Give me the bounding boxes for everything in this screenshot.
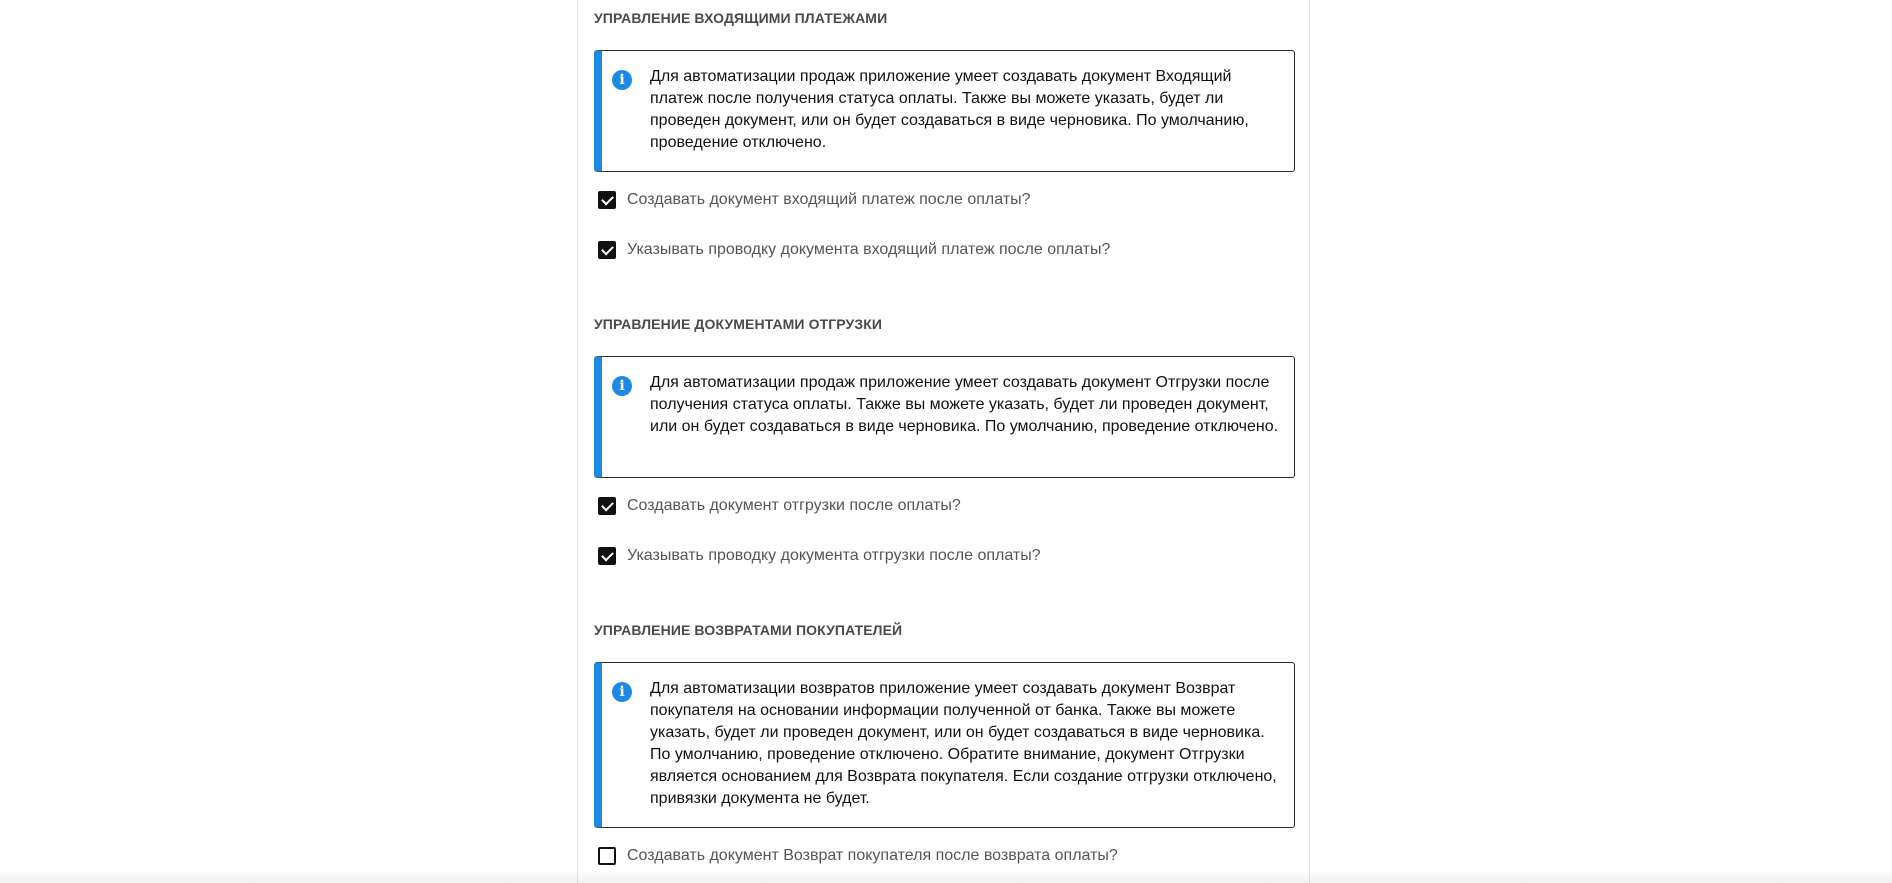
info-circle-icon: i <box>612 376 632 396</box>
checkbox[interactable] <box>598 191 616 209</box>
checkbox-label[interactable]: Указывать проводку документа отгрузки после оплаты? <box>627 547 1041 564</box>
info-circle-icon: i <box>612 70 632 90</box>
info-text: Для автоматизации продаж приложение умеет создавать документ Входящий платеж после получения статуса оплаты. Также вы можете указать, будет ли проведен документ, или он будет создаваться в виде черновика. По умолчанию, проведение отключено. <box>650 68 1249 151</box>
settings-panel <box>577 0 1310 883</box>
checkbox-row-post-incoming-payment[interactable] <box>598 241 1110 259</box>
section-title-customer-returns: УПРАВЛЕНИЕ ВОЗВРАТАМИ ПОКУПАТЕЛЕЙ <box>594 622 903 638</box>
checkbox-row-create-incoming-payment[interactable] <box>598 191 1031 209</box>
info-text: Для автоматизации возвратов приложение умеет создавать документ Возврат покупателя на основании информации полученной от банка. Также вы можете указать, будет ли проведен документ, или он будет создаваться в виде черновика. По умолчанию, проведение отключено. Обратите внимание, документ Отгрузки является основанием для Возврата покупателя. Если создание отгрузки отключено, привязки документа не будет. <box>650 680 1277 807</box>
checkbox[interactable] <box>598 497 616 515</box>
info-box-shipments <box>594 356 1295 478</box>
checkbox-row-post-shipment[interactable] <box>598 547 1041 565</box>
checkbox-label[interactable]: Указывать проводку документа входящий платеж после оплаты? <box>627 241 1111 258</box>
checkbox-label[interactable]: Создавать документ отгрузки после оплаты? <box>627 497 961 514</box>
info-box-incoming-payments <box>594 50 1295 172</box>
checkbox[interactable] <box>598 847 616 865</box>
section-title-shipments: УПРАВЛЕНИЕ ДОКУМЕНТАМИ ОТГРУЗКИ <box>594 316 883 332</box>
checkbox[interactable] <box>598 547 616 565</box>
checkbox-row-create-shipment[interactable] <box>598 497 961 515</box>
checkbox-row-create-customer-return[interactable] <box>598 847 1118 865</box>
section-title-incoming-payments: УПРАВЛЕНИЕ ВХОДЯЩИМИ ПЛАТЕЖАМИ <box>594 10 888 26</box>
info-text: Для автоматизации продаж приложение умеет создавать документ Отгрузки после получения статуса оплаты. Также вы можете указать, будет ли проведен документ, или он будет создаваться в виде черновика. По умолчанию, проведение отключено. <box>650 374 1279 435</box>
info-box-customer-returns <box>594 662 1295 828</box>
checkbox-label[interactable]: Создавать документ входящий платеж после оплаты? <box>627 191 1031 208</box>
checkbox-label[interactable]: Создавать документ Возврат покупателя после возврата оплаты? <box>627 847 1118 864</box>
checkbox[interactable] <box>598 241 616 259</box>
info-circle-icon: i <box>612 682 632 702</box>
